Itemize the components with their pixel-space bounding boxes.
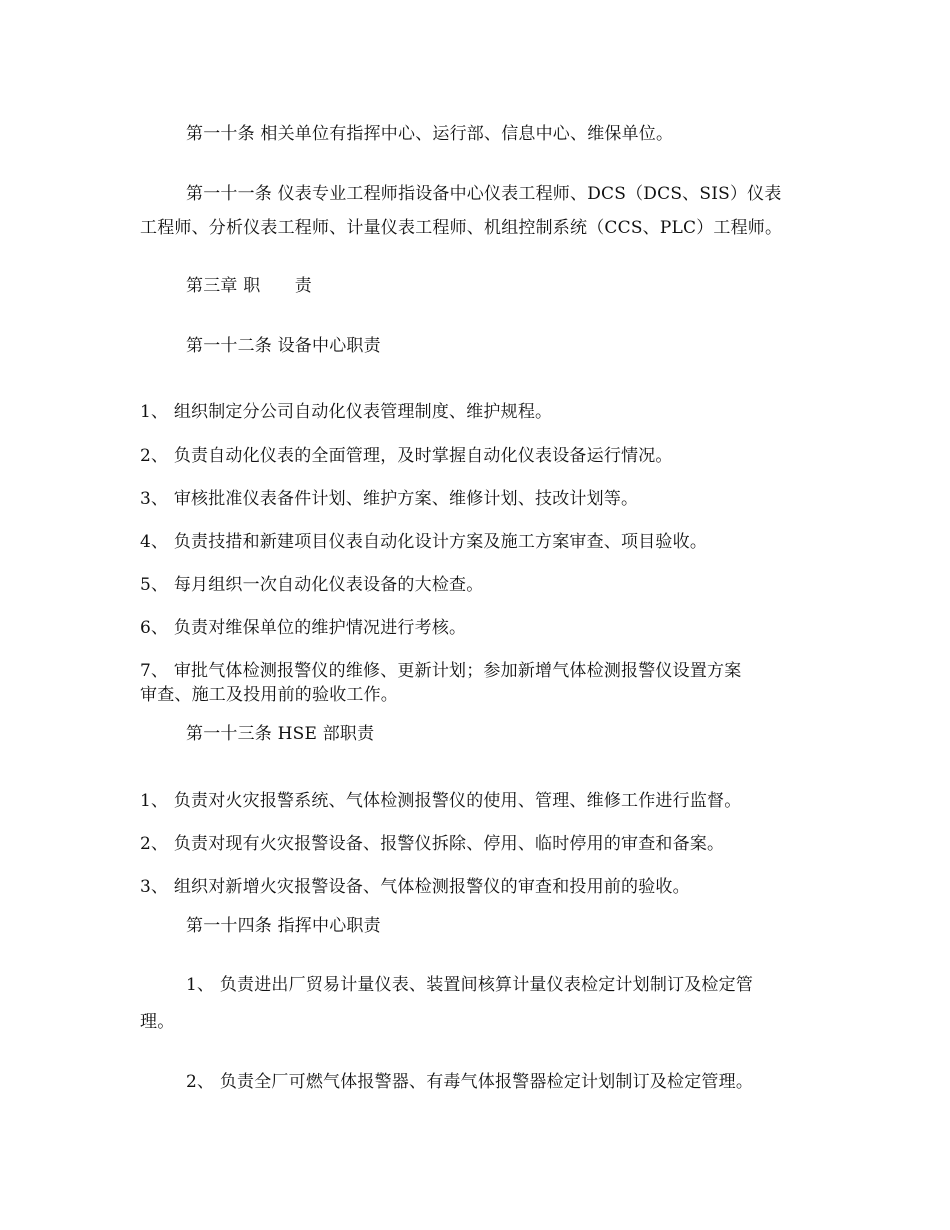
- article-10: 第一十条 相关单位有指挥中心、运行部、信息中心、维保单位。: [186, 124, 674, 144]
- article-14-item-1: 1、 负责进出厂贸易计量仪表、装置间核算计量仪表检定计划制订及检定管: [186, 975, 754, 995]
- article-12-item-2: 2、 负责自动化仪表的全面管理，及时掌握自动化仪表设备运行情况。: [140, 446, 673, 466]
- article-12-item-1: 1、 组织制定分公司自动化仪表管理制度、维护规程。: [140, 402, 553, 422]
- article-14-heading: 第一十四条 指挥中心职责: [186, 916, 381, 936]
- article-12-item-6: 6、 负责对维保单位的维护情况进行考核。: [140, 618, 467, 638]
- article-13-item-1: 1、 负责对火灾报警系统、气体检测报警仪的使用、管理、维修工作进行监督。: [140, 791, 742, 811]
- chapter-3-heading: 第三章 职 责: [186, 276, 313, 296]
- article-11-line-2: 工程师、分析仪表工程师、计量仪表工程师、机组控制系统（CCS、PLC）工程师。: [140, 218, 783, 238]
- article-12-item-3: 3、 审核批准仪表备件计划、维护方案、维修计划、技改计划等。: [140, 489, 639, 509]
- article-13-heading: 第一十三条 HSE 部职责: [186, 724, 375, 744]
- article-12-item-7: 7、 审批气体检测报警仪的维修、更新计划；参加新增气体检测报警仪设置方案: [140, 661, 742, 681]
- article-14-item-2: 2、 负责全厂可燃气体报警器、有毒气体报警器检定计划制订及检定管理。: [186, 1072, 754, 1092]
- article-12-heading: 第一十二条 设备中心职责: [186, 336, 381, 356]
- article-11-line-1: 第一十一条 仪表专业工程师指设备中心仪表工程师、DCS（DCS、SIS）仪表: [186, 184, 782, 204]
- article-13-item-3: 3、 组织对新增火灾报警设备、气体检测报警仪的审查和投用前的验收。: [140, 877, 690, 897]
- article-14-item-1-cont: 理。: [140, 1012, 175, 1032]
- article-12-item-5: 5、 每月组织一次自动化仪表设备的大检查。: [140, 575, 484, 595]
- article-13-item-2: 2、 负责对现有火灾报警设备、报警仪拆除、停用、临时停用的审查和备案。: [140, 834, 725, 854]
- article-12-item-4: 4、 负责技措和新建项目仪表自动化设计方案及施工方案审查、项目验收。: [140, 532, 708, 552]
- article-12-item-7-cont: 审查、施工及投用前的验收工作。: [140, 685, 398, 705]
